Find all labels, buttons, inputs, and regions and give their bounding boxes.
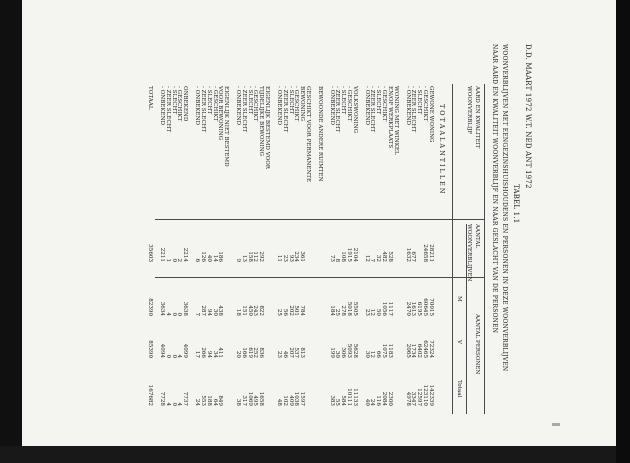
cell-vrouwen: 62465 [422,340,429,358]
cell-totaal: 1038 [293,391,300,406]
cell-vrouwen: 72324 [428,340,434,358]
cell-vrouwen: 836 [258,347,265,358]
row-label: - ZEER SLECHT [334,86,341,133]
table-title-2: NAAR AARD EN KWALITEIT WOONVERBLIJF EN NAAR GESLACHT VAN DE PERSONEN [491,44,498,334]
cell-woonverblijven: 35603 [147,244,154,262]
row-label: - ONBEKEND [158,86,165,125]
row-label: TIJDELIJKE BEWONING [258,86,265,156]
cell-vrouwen: 0 [170,354,177,358]
cell-totaal: 7728 [158,391,165,406]
cell-mannen: 82390 [147,298,154,316]
cell-woonverblijven: 126 [199,251,206,262]
cell-woonverblijven: 7 [369,258,376,262]
cell-woonverblijven: 292 [258,251,265,262]
cell-mannen: 25 [275,308,282,316]
cell-vrouwen: 266 [199,347,206,358]
cell-vrouwen: 2065 [404,343,411,358]
cell-totaal: 64 [211,398,218,406]
cell-mannen: 6195 [416,301,423,316]
cell-woonverblijven: 28211 [428,244,434,262]
row-label: - SLECHT [205,86,212,115]
row-label: - ZEER SLECHT [240,86,247,133]
row-label: - ZEER SLECHT [369,86,376,133]
col-aard: AARD EN KWALITEIT [474,86,480,149]
cell-woonverblijven: 93 [287,254,294,262]
cell-totaal: 24 [369,398,376,406]
cell-mannen: 94 [205,308,212,316]
cell-mannen: 50 [375,308,382,316]
cell-mannen: 3638 [182,301,189,316]
cell-totaal: 4 [164,402,171,406]
cell-woonverblijven: 108 [340,251,347,262]
cell-vrouwen: 5628 [351,343,358,358]
cell-woonverblijven: 8 [334,258,341,262]
row-label: - GESCHIKT [176,86,183,122]
row-label: - ONBEKEND [404,86,411,125]
cell-woonverblijven: 677 [410,251,417,262]
cell-woonverblijven: 23 [281,254,288,262]
col-personen: AANTAL PERSONEN [474,314,480,375]
row-label: EIGENLIJK NIET BESTEMD [223,86,230,167]
scan-border-bottom [0,446,630,463]
cell-mannen: 151 [240,305,247,316]
cell-mannen: 56 [281,308,288,316]
cell-mannen: 278 [340,305,347,316]
cell-vrouwen: 1183 [387,343,394,358]
cell-vrouwen: 34 [211,350,218,358]
row-label: - GESCHIKT [293,86,300,122]
source-line: D.D. MAART 1972 W.T. NED ANT 1972 [524,44,532,189]
row-label: - ONBEKEND [234,86,241,125]
cell-totaal: 1069 [246,391,253,406]
row-label: - ZEER SLECHT [281,86,288,133]
cell-woonverblijven: 482 [381,251,388,262]
cell-totaal: 38 [234,398,241,406]
cell-woonverblijven: 1632 [404,247,411,262]
cell-totaal: 849 [217,395,224,406]
cell-vrouwen: 0 [164,354,171,358]
cell-totaal: 4978 [404,391,411,406]
cell-mannen: 822 [258,305,265,316]
cell-woonverblijven: 24658 [422,244,429,262]
rule-v2 [155,277,485,278]
cell-totaal: 40 [363,398,370,406]
cell-totaal: 4 [176,402,183,406]
cell-woonverblijven: 14 [211,254,218,262]
cell-mannen: 784 [299,305,306,316]
rule-top [484,84,485,414]
cell-mannen: 243 [252,305,259,316]
rule-header [452,84,453,414]
cell-woonverblijven: 32 [375,254,382,262]
row-label: WONING MET WINKEL [392,86,399,155]
cell-totaal: 188 [205,395,212,406]
cell-mannen: 1056 [381,301,388,316]
cell-totaal: 495 [252,395,259,406]
cell-totaal: 55 [334,398,341,406]
row-label: - ONBEKEND [275,86,282,125]
cell-totaal: 3347 [410,391,417,406]
row-label: BEWOONDE ANDERE RUIMTEN [316,86,323,182]
cell-vrouwen: 5093 [346,343,353,358]
cell-totaal: 317 [240,395,247,406]
col-totaal: Totaal [456,380,462,398]
col-aard-2: WOONVERBLIJF [466,86,472,135]
cell-totaal: 10111 [346,388,353,406]
cell-woonverblijven: 1915 [346,247,353,262]
cell-vrouwen: 30 [334,350,341,358]
col-woonverblijven: WOONVERBLIJVEN [466,224,472,282]
cell-mannen: 23 [363,308,370,316]
cell-vrouwen: 17 [194,350,200,358]
row-label: EN/OF WERKPLAATS [387,86,394,149]
cell-mannen: 438 [217,305,224,316]
row-label: VOOR BEWONING [217,86,224,141]
cell-vrouwen: 23 [275,350,282,358]
cell-vrouwen: 46 [281,350,288,358]
cell-woonverblijven: 11 [275,254,282,262]
cell-mannen: 4 [164,312,171,316]
page-mark [552,423,560,426]
cell-woonverblijven: 12 [363,254,370,262]
cell-totaal: 167682 [147,384,154,406]
cell-woonverblijven: 2211 [158,247,165,262]
cell-mannen: 5018 [346,301,353,316]
col-v: V [456,340,462,345]
cell-totaal: 584 [340,395,347,406]
col-aantal: AANTAL [474,224,480,249]
cell-vrouwen: 252 [252,347,259,358]
cell-totaal: 409 [287,395,294,406]
row-label: - SLECHT [246,86,253,115]
cell-mannen: 501 [293,305,300,316]
cell-woonverblijven: 186 [217,251,224,262]
row-label: ONBEKEND [182,86,189,122]
table-number: TABEL 1.1 [512,184,520,224]
cell-woonverblijven: 1 [164,258,171,262]
row-label: - SLECHT [416,86,423,115]
cell-mannen: 18 [234,308,241,316]
cell-mannen: 3634 [158,301,165,316]
cell-totaal: 2084 [381,391,388,406]
row-label: GESCHIKT VOOR PERMANENTE [305,86,312,183]
row-label: VOLKSWONING [351,86,358,134]
cell-vrouwen: 619 [246,347,253,358]
row-label: - ZEER SLECHT [164,86,171,133]
cell-vrouwen: 12 [369,350,376,358]
cell-vrouwen: 4094 [158,343,165,358]
cell-vrouwen: 94 [205,350,212,358]
cell-vrouwen: 4 [176,354,183,358]
cell-vrouwen: 85390 [147,340,154,358]
cell-vrouwen: 6402 [416,343,423,358]
cell-vrouwen: 30 [363,350,370,358]
cell-vrouwen: 199 [328,347,335,358]
cell-vrouwen: 537 [293,347,300,358]
row-label: - GESCHIKT [346,86,353,122]
cell-vrouwen: 1734 [410,343,417,358]
cell-totaal: 383 [328,395,335,406]
cell-totaal: 48 [275,398,282,406]
row-label: - ZEER SLECHT [199,86,206,133]
cell-woonverblijven: 234 [293,251,300,262]
cell-mannen: 1613 [410,301,417,316]
cell-vrouwen: 166 [240,347,247,358]
cell-vrouwen: 66 [375,350,382,358]
cell-totaal: 11133 [351,388,358,406]
cell-totaal: 123110 [422,384,429,406]
rule-v1 [155,219,485,220]
cell-woonverblijven: 0 [170,258,177,262]
scan-border-right [616,0,630,463]
cell-mannen: 202 [287,305,294,316]
cell-woonverblijven: 73 [328,254,335,262]
cell-woonverblijven: 9 [234,258,241,262]
row-label: - SLECHT [375,86,382,115]
cell-totaal: 142339 [428,384,434,406]
cell-totaal: 7737 [182,391,189,406]
cell-vrouwen: 20 [234,350,241,358]
cell-vrouwen: 4099 [182,343,189,358]
cell-woonverblijven: 2104 [351,247,358,262]
cell-mannen: 184 [328,305,335,316]
cell-vrouwen: 1075 [381,343,388,358]
row-label: - ZEER SLECHT [410,86,417,133]
cell-totaal: 1658 [258,391,265,406]
cell-woonverblijven: 361 [299,251,306,262]
cell-mannen: 12 [369,308,376,316]
table-title-1: WOONVERBLIJVEN MET EENGEZINSHUISHOUDENS EN PERSONEN IN DEZE WOONVERBLIJVEN [501,44,508,372]
col-m: M [456,296,462,302]
cell-woonverblijven: 112 [252,251,259,262]
cell-mannen: 30 [211,308,218,316]
row-label: - GESCHIKT [381,86,388,122]
cell-woonverblijven: 528 [387,251,394,262]
cell-mannen: 2470 [404,301,411,316]
cell-totaal: 2300 [387,391,394,406]
row-label: - ONBEKEND [328,86,335,125]
row-label: - GESCHIKT [211,86,218,122]
cell-mannen: 60645 [422,298,429,316]
row-label: - SLECHT [340,86,347,115]
cell-mannen: 0 [170,312,177,316]
cell-woonverblijven: 13 [240,254,247,262]
row-label: - ONBEKEND [363,86,370,125]
cell-mannen: 70015 [428,298,434,316]
cell-mannen: 0 [176,312,183,316]
row-label: EIGENLIJK BESTEMD VOOR [264,86,271,170]
cell-vrouwen: 207 [287,347,294,358]
cell-totaal: 24 [194,398,200,406]
cell-mannen: 287 [199,305,206,316]
cell-totaal: 116 [375,395,382,406]
cell-woonverblijven: 158 [246,251,253,262]
cell-vrouwen: 411 [217,347,224,358]
row-label: GEWONE WONING [428,86,434,143]
cell-vrouwen: 306 [340,347,347,358]
row-label: - SLECHT [170,86,177,115]
cell-mannen: 1117 [387,301,394,316]
cell-totaal: 1597 [299,391,306,406]
row-label: - SLECHT [287,86,294,115]
cell-woonverblijven: 2 [176,258,183,262]
region-label: T O T A A L A N T I L L E N [438,104,446,194]
cell-woonverblijven: 6 [194,258,200,262]
row-label: BEWONING [299,86,306,121]
cell-mannen: 5505 [351,301,358,316]
cell-totaal: 553 [199,395,206,406]
row-label: TOTAAL [147,86,154,110]
rotated-table [115,24,535,419]
row-label: - ONBEKEND [194,86,200,125]
cell-mannen: 450 [246,305,253,316]
cell-totaal: 0 [170,402,177,406]
cell-woonverblijven: 2214 [182,247,189,262]
cell-mannen: 7 [194,312,200,316]
row-label: - GESCHIKT [422,86,429,122]
cell-mannen: 25 [334,308,341,316]
row-label: - GESCHIKT [252,86,259,122]
cell-totaal: 102 [281,395,288,406]
cell-vrouwen: 813 [299,347,306,358]
cell-woonverblijven: 40 [205,254,212,262]
cell-totaal: 12597 [416,388,423,406]
scan-border-left [0,0,22,463]
